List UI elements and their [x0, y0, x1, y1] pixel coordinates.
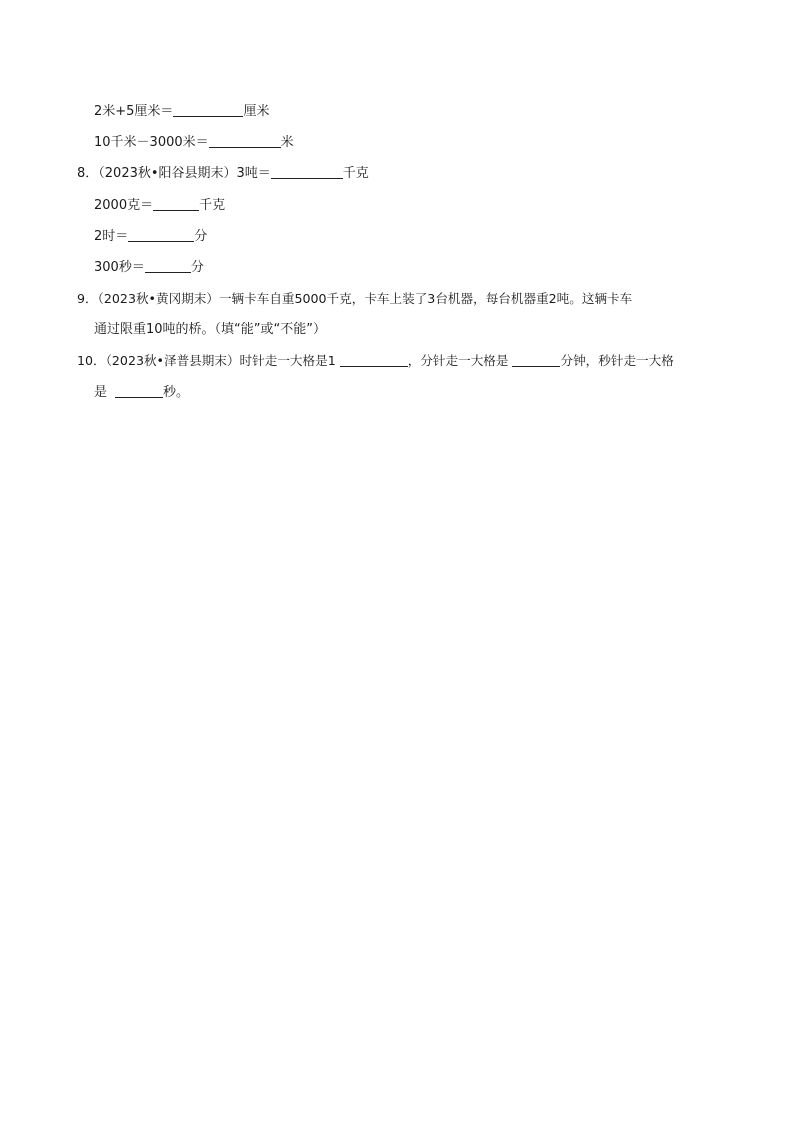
- question-7-line-2: [94, 133, 294, 152]
- unit-text: 分: [190, 260, 204, 275]
- question-10-line-1: [77, 352, 674, 370]
- unit-text: 千克: [342, 166, 369, 181]
- unit-text: 米: [280, 135, 294, 150]
- question-text: 2000克＝: [94, 198, 154, 213]
- answer-blank[interactable]: [173, 102, 243, 117]
- unit-text: 分: [194, 229, 208, 244]
- answer-blank[interactable]: [145, 258, 191, 273]
- question-text: 2时＝: [94, 229, 129, 244]
- question-8-line-4: [94, 258, 204, 277]
- answer-blank[interactable]: [340, 352, 408, 367]
- answer-blank[interactable]: [209, 133, 281, 148]
- answer-blank[interactable]: [115, 383, 163, 398]
- question-text: 2米+5厘米＝: [94, 104, 174, 119]
- answer-blank[interactable]: [128, 227, 194, 242]
- question-9-line-1: [77, 290, 632, 308]
- answer-blank[interactable]: [512, 352, 560, 367]
- unit-text: 千克: [199, 198, 226, 213]
- question-text: 是: [94, 385, 108, 400]
- question-text: 10千米－3000米＝: [94, 135, 209, 150]
- question-text: 通过限重10吨的桥。（填“能”或“不能”）: [94, 322, 326, 337]
- question-7-line-1: [94, 102, 269, 121]
- question-10-line-2: [94, 383, 189, 402]
- question-8-line-3: [94, 227, 207, 246]
- question-text: 300秒＝: [94, 260, 145, 275]
- answer-blank[interactable]: [153, 196, 199, 211]
- question-8-line-1: [77, 164, 369, 183]
- question-text: 分钟，秒针走一大格: [560, 353, 674, 368]
- question-text: 8．（2023秋•阳谷县期末）3吨＝: [77, 166, 271, 181]
- question-text: 秒。: [163, 385, 190, 400]
- answer-blank[interactable]: [271, 164, 343, 179]
- question-9-line-2: [94, 321, 326, 339]
- question-text: 10．（2023秋•泽普县期末）时针走一大格是1: [77, 353, 336, 368]
- unit-text: 厘米: [243, 104, 270, 119]
- question-8-line-2: [94, 196, 225, 215]
- question-text: 9．（2023秋•黄冈期末）一辆卡车自重5000千克，卡车上装了3台机器，每台机器重2吨。这辆卡车: [77, 291, 633, 306]
- question-text: ，分针走一大格是: [407, 353, 509, 368]
